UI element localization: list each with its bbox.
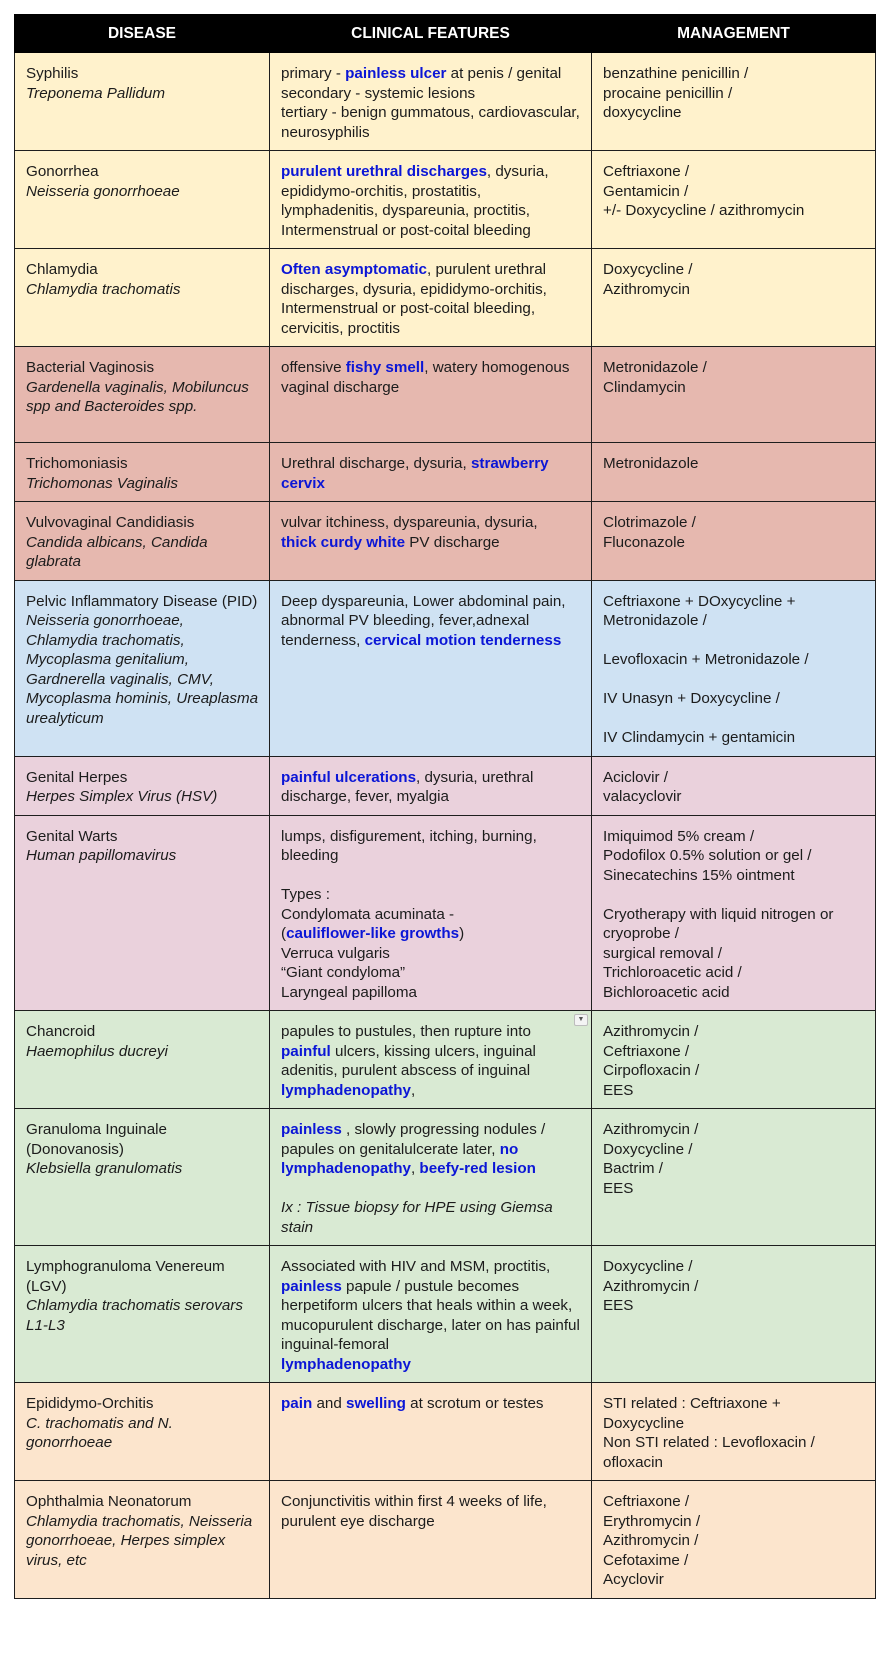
cell-text: Ophthalmia Neonatorum xyxy=(26,1493,192,1510)
table-row xyxy=(15,1011,876,1109)
table-row xyxy=(15,151,876,249)
table-row xyxy=(15,815,876,1011)
cell-text: Conjunctivitis within first 4 weeks of life, purulent eye discharge xyxy=(281,1493,547,1530)
table-row xyxy=(15,249,876,347)
cell-text: Granuloma Inguinale (Donovanosis) xyxy=(26,1121,167,1158)
cell-text: Ix : Tissue biopsy for HPE using Giemsa stain xyxy=(281,1199,553,1236)
cell-text: , watery homogenous vaginal discharge xyxy=(281,359,570,396)
disease-cell xyxy=(15,1246,270,1383)
highlight-text: purulent urethral discharges xyxy=(281,163,487,180)
cell-text: Neisseria gonorrhoeae, Chlamydia trachomatis, Mycoplasma genitalium, Gardnerella vaginalis, CMV, Mycoplasma hominis, Ureaplasma urealyticum xyxy=(26,612,259,727)
cell-text: Syphilis xyxy=(26,65,79,82)
clinical-features-cell xyxy=(270,1383,592,1481)
header-row xyxy=(15,15,876,53)
cell-text: at penis / genital secondary - systemic lesions tertiary - benign gummatous, cardiovascular, neurosyphilis xyxy=(281,65,580,141)
management-cell xyxy=(592,1109,876,1246)
management-cell xyxy=(592,151,876,249)
cell-text: , purulent urethral discharges, dysuria, epididymo-orchitis, Intermenstrual or post-coital bleeding, cervicitis, proctitis xyxy=(281,261,547,337)
clinical-features-cell xyxy=(270,756,592,815)
header-clinical-features: CLINICAL FEATURES xyxy=(270,15,592,53)
management-cell xyxy=(592,815,876,1011)
cell-text: , xyxy=(410,1081,416,1099)
management-cell xyxy=(592,1246,876,1383)
clinical-features-cell xyxy=(270,815,592,1011)
cell-text: ) Verruca vulgaris “Giant condyloma” Laryngeal papilloma xyxy=(281,925,465,1001)
management-cell xyxy=(592,347,876,443)
cell-text: Vulvovaginal Candidiasis xyxy=(26,514,195,531)
cell-text: Gonorrhea xyxy=(26,163,99,180)
cell-text: primary - xyxy=(281,65,346,82)
cell-text: Chancroid xyxy=(26,1023,96,1040)
cell-text: Lymphogranuloma Venereum (LGV) xyxy=(26,1258,225,1295)
cell-text: C. trachomatis and N. gonorrhoeae xyxy=(26,1414,173,1451)
highlight-text: no lymphadenopathy xyxy=(281,1140,519,1177)
cell-text: Candida albicans, Candida glabrata xyxy=(26,533,208,570)
cell-text: Chlamydia xyxy=(26,261,98,278)
disease-cell xyxy=(15,347,270,443)
disease-cell xyxy=(15,1383,270,1481)
management-cell xyxy=(592,580,876,756)
cell-text: Chlamydia trachomatis, Neisseria gonorrhoeae, Herpes simplex virus, etc xyxy=(26,1512,253,1569)
disease-cell xyxy=(15,756,270,815)
cell-text: Trichomoniasis xyxy=(26,455,128,472)
cell-text: PV discharge xyxy=(405,533,500,551)
cell-text: , dysuria, epididymo-orchitis, prostatitis, lymphadenitis, dyspareunia, proctitis, Intermenstrual or post-coital bleeding xyxy=(281,163,549,239)
table-body xyxy=(15,53,876,1599)
disease-cell xyxy=(15,151,270,249)
cell-text: , dysuria, urethral discharge, fever, myalgia xyxy=(281,768,534,805)
cell-text: benzathine penicillin / procaine penicillin / doxycycline xyxy=(603,65,749,121)
clinical-features-cell xyxy=(270,249,592,347)
cell-text: Genital Herpes xyxy=(26,768,128,786)
cell-text: Ceftriaxone / Gentamicin / +/- Doxycycline / azithromycin xyxy=(603,163,805,219)
highlight-text: thick curdy white xyxy=(281,533,406,551)
cell-text: Azithromycin / Doxycycline / Bactrim / EES xyxy=(603,1121,699,1197)
cell-text: Ceftriaxone / Erythromycin / Azithromycin / Cefotaxime / Acyclovir xyxy=(603,1493,701,1588)
highlight-text: Often asymptomatic xyxy=(281,261,428,278)
disease-cell xyxy=(15,443,270,502)
cell-text: Imiquimod 5% cream / Podofilox 0.5% solution or gel / Sinecatechins 15% ointment Cryotherapy with liquid nitrogen or cryoprobe / surgical removal / Trichloroacetic acid / Bichloroacetic acid xyxy=(603,827,834,1001)
disease-cell xyxy=(15,1481,270,1599)
table-row xyxy=(15,580,876,756)
cell-text: Doxycycline / Azithromycin xyxy=(603,261,693,298)
management-cell xyxy=(592,53,876,151)
cell-text: Aciclovir / valacyclovir xyxy=(603,768,682,805)
clinical-features-cell xyxy=(270,1246,592,1383)
header-disease: DISEASE xyxy=(15,15,270,53)
cell-text: Epididymo-Orchitis xyxy=(26,1395,154,1412)
table-row xyxy=(15,756,876,815)
cell-text: Trichomonas Vaginalis xyxy=(26,474,178,492)
management-cell xyxy=(592,249,876,347)
highlight-text: pain xyxy=(281,1395,313,1412)
highlight-text: painful ulcerations xyxy=(281,768,417,786)
management-cell xyxy=(592,1011,876,1109)
highlight-text: lymphadenopathy xyxy=(281,1355,411,1373)
clinical-features-cell xyxy=(270,580,592,756)
table-row xyxy=(15,1383,876,1481)
clinical-features-cell xyxy=(270,1011,592,1109)
cell-text: Genital Warts xyxy=(26,827,118,845)
highlight-text: strawberry cervix xyxy=(281,455,549,492)
highlight-text: beefy-red lesion xyxy=(419,1160,536,1177)
cell-text: Metronidazole / Clindamycin xyxy=(603,359,707,396)
cell-text: at scrotum or testes xyxy=(405,1395,544,1412)
clinical-features-cell xyxy=(270,151,592,249)
dropdown-icon[interactable]: ▼ xyxy=(574,1014,588,1026)
cell-text: , slowly progressing nodules / papules on genitalulcerate later, xyxy=(281,1121,546,1158)
cell-text: , xyxy=(410,1160,420,1177)
disease-cell xyxy=(15,1109,270,1246)
cell-text: Herpes Simplex Virus (HSV) xyxy=(26,788,218,805)
cell-text: offensive xyxy=(281,359,346,376)
disease-cell xyxy=(15,502,270,581)
cell-text: papules to pustules, then rupture into xyxy=(281,1023,531,1040)
cell-text: Human papillomavirus xyxy=(26,847,177,864)
cell-text: Azithromycin / Ceftriaxone / Cirpofloxacin / EES xyxy=(603,1023,700,1099)
clinical-features-cell xyxy=(270,1481,592,1599)
cell-text: Neisseria gonorrhoeae xyxy=(26,182,180,200)
header-management: MANAGEMENT xyxy=(592,15,876,53)
clinical-features-cell xyxy=(270,502,592,581)
cell-text: Chlamydia trachomatis xyxy=(26,280,181,298)
cell-text: Bacterial Vaginosis xyxy=(26,359,155,376)
table-row xyxy=(15,443,876,502)
table-row xyxy=(15,1109,876,1246)
table-row xyxy=(15,1481,876,1599)
disease-cell xyxy=(15,815,270,1011)
cell-text: Treponema Pallidum xyxy=(26,84,166,102)
table-row xyxy=(15,53,876,151)
cell-text: vulvar itchiness, dyspareunia, dysuria, xyxy=(281,514,538,531)
cell-text: Chlamydia trachomatis serovars L1-L3 xyxy=(26,1297,243,1334)
highlight-text: painless xyxy=(281,1277,342,1295)
highlight-text: cervical motion tenderness xyxy=(364,631,562,649)
highlight-text: painless ulcer xyxy=(345,65,447,82)
cell-text: papule / pustule becomes herpetiform ulcers that heals within a week, mucopurulent discharge, later on has painful inguinal-femoral xyxy=(281,1277,580,1353)
clinical-features-cell xyxy=(270,53,592,151)
cell-text: Ceftriaxone + DOxycycline + Metronidazole / Levofloxacin + Metronidazole / IV Unasyn + Doxycycline / IV Clindamycin + gentamicin xyxy=(603,592,809,746)
table-row xyxy=(15,347,876,443)
cell-text: Clotrimazole / Fluconazole xyxy=(603,514,696,551)
disease-cell xyxy=(15,580,270,756)
cell-text: STI related : Ceftriaxone + Doxycycline Non STI related : Levofloxacin / ofloxacin xyxy=(603,1395,815,1471)
cell-text: and xyxy=(312,1395,347,1412)
cell-text: Doxycycline / Azithromycin / EES xyxy=(603,1258,699,1314)
cell-text: Associated with HIV and MSM, proctitis, xyxy=(281,1258,551,1275)
cell-text: Gardenella vaginalis, Mobiluncus spp and Bacteroides spp. xyxy=(26,378,249,415)
highlight-text: painful xyxy=(281,1042,331,1060)
cell-text: lumps, disfigurement, itching, burning, bleeding Types : Condylomata acuminata - ( xyxy=(281,827,537,942)
management-cell xyxy=(592,756,876,815)
cell-text: Metronidazole xyxy=(603,455,699,472)
management-cell xyxy=(592,1481,876,1599)
cell-text: Pelvic Inflammatory Disease (PID) xyxy=(26,592,258,610)
cell-text: Deep dyspareunia, Lower abdominal pain, abnormal PV bleeding, fever,adnexal tenderness, xyxy=(281,592,566,649)
sti-table xyxy=(14,14,876,1599)
cell-text: Klebsiella granulomatis xyxy=(26,1160,183,1177)
cell-text: Urethral discharge, dysuria, xyxy=(281,455,471,472)
management-cell xyxy=(592,1383,876,1481)
clinical-features-cell xyxy=(270,1109,592,1246)
clinical-features-cell xyxy=(270,347,592,443)
disease-cell xyxy=(15,1011,270,1109)
highlight-text: lymphadenopathy xyxy=(281,1081,411,1099)
table-row xyxy=(15,1246,876,1383)
cell-text: Haemophilus ducreyi xyxy=(26,1042,168,1060)
highlight-text: cauliflower-like growths xyxy=(286,925,460,942)
disease-cell xyxy=(15,249,270,347)
cell-text: ulcers, kissing ulcers, inguinal adenitis, purulent abscess of inguinal xyxy=(281,1042,536,1079)
management-cell xyxy=(592,502,876,581)
table-row xyxy=(15,502,876,581)
clinical-features-cell xyxy=(270,443,592,502)
highlight-text: fishy smell xyxy=(345,359,425,376)
highlight-text: painless xyxy=(281,1121,342,1138)
highlight-text: swelling xyxy=(346,1395,406,1412)
management-cell xyxy=(592,443,876,502)
disease-cell xyxy=(15,53,270,151)
